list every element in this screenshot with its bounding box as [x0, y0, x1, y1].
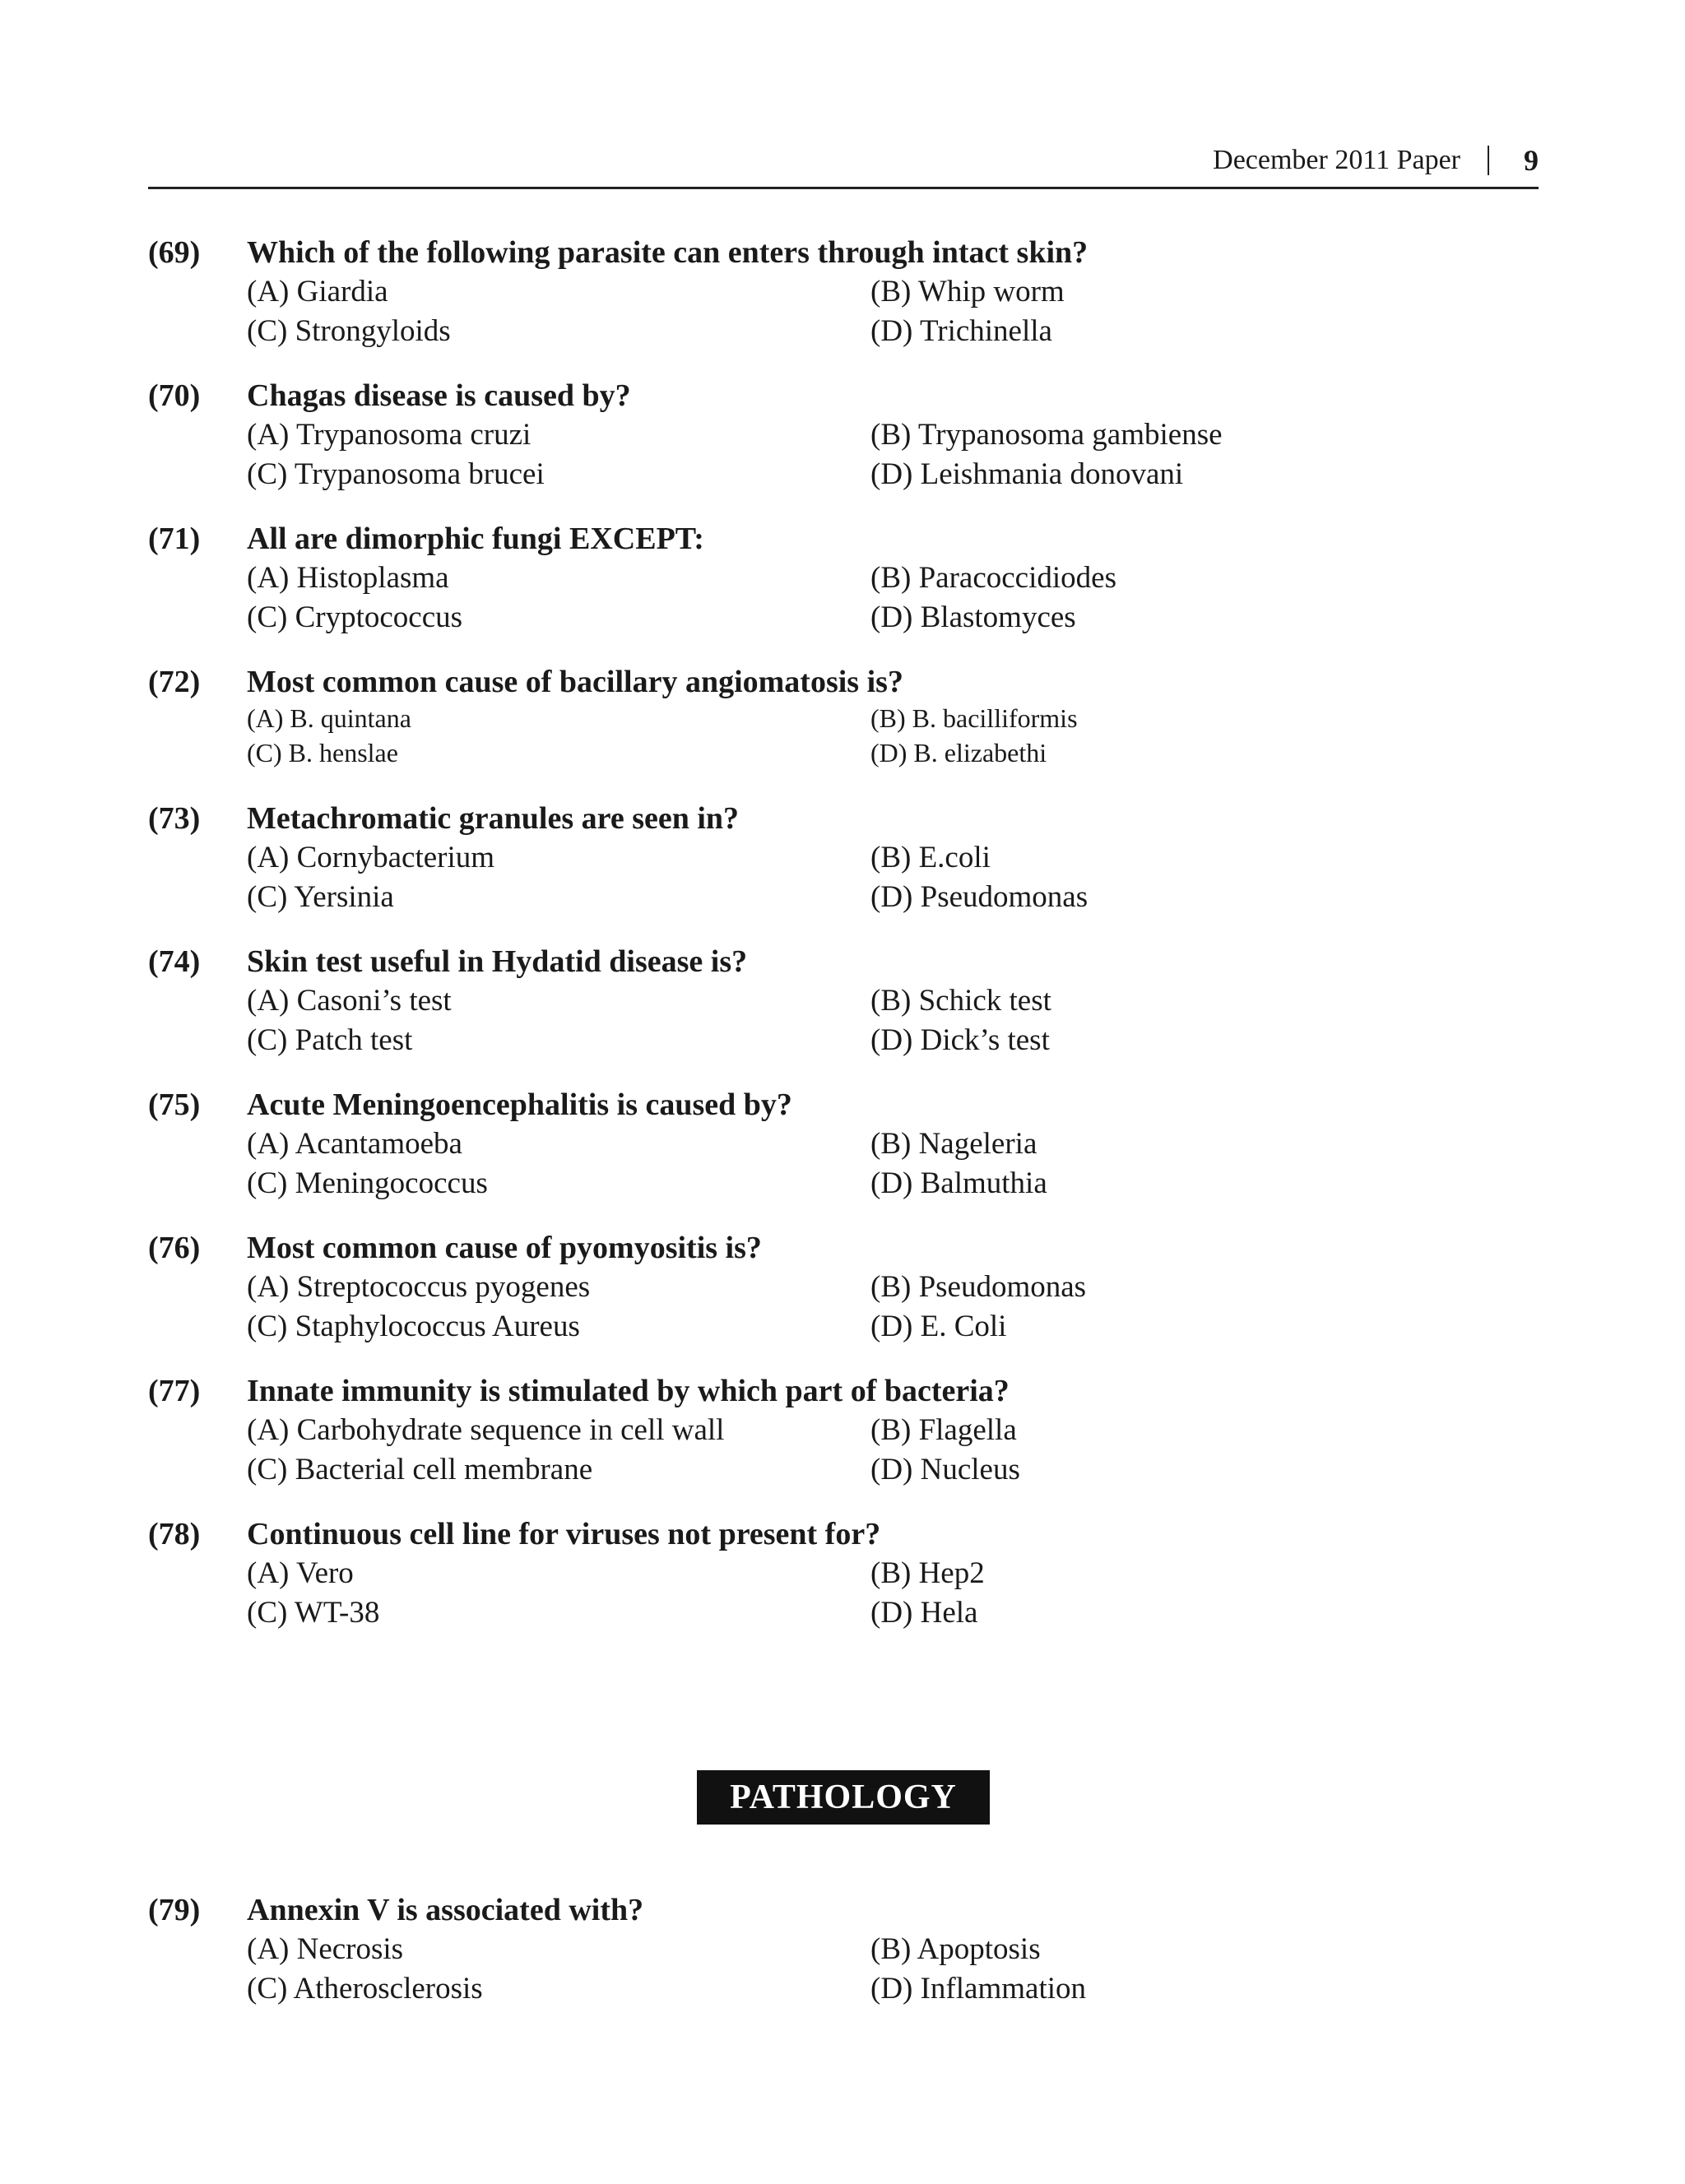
option-d: (D) E. Coli — [870, 1310, 1007, 1343]
option-d: (D) Pseudomonas — [870, 880, 1089, 914]
option-c: (C) Cryptococcus — [247, 600, 463, 634]
option-a: (A) Cornybacterium — [247, 841, 495, 874]
option-c: (C) Patch test — [247, 1023, 413, 1057]
option-d: (D) Nucleus — [870, 1453, 1020, 1486]
option-c: (C) Yersinia — [247, 880, 394, 914]
question-number: (79) — [148, 1893, 201, 1927]
option-a: (A) Vero — [247, 1556, 354, 1590]
question-text: Innate immunity is stimulated by which part of bacteria? — [247, 1374, 1010, 1408]
question-text: Acute Meningoencephalitis is caused by? — [247, 1087, 792, 1122]
option-c: (C) Atherosclerosis — [247, 1972, 483, 2005]
option-a: (A) Carbohydrate sequence in cell wall — [247, 1413, 725, 1447]
question-text: All are dimorphic fungi EXCEPT: — [247, 522, 704, 556]
header-separator — [1488, 146, 1489, 175]
option-d: (D) Dick’s test — [870, 1023, 1050, 1057]
section-heading: PATHOLOGY — [697, 1770, 990, 1825]
option-c: (C) Staphylococcus Aureus — [247, 1310, 580, 1343]
option-c: (C) B. henslae — [247, 738, 398, 767]
question-number: (75) — [148, 1087, 201, 1122]
option-c: (C) Meningococcus — [247, 1166, 488, 1200]
option-a: (A) Streptococcus pyogenes — [247, 1270, 591, 1304]
option-c: (C) Strongyloids — [247, 314, 451, 348]
option-b: (B) Nageleria — [870, 1127, 1037, 1161]
option-d: (D) B. elizabethi — [870, 738, 1047, 767]
option-a: (A) Acantamoeba — [247, 1127, 462, 1161]
option-b: (B) Flagella — [870, 1413, 1017, 1447]
question-text: Most common cause of bacillary angiomatosis is? — [247, 665, 903, 699]
option-b: (B) Apoptosis — [870, 1932, 1041, 1966]
question-number: (69) — [148, 235, 201, 270]
option-b: (B) Paracoccidiodes — [870, 561, 1116, 595]
option-d: (D) Hela — [870, 1596, 978, 1630]
option-b: (B) Schick test — [870, 984, 1051, 1018]
question-number: (70) — [148, 378, 201, 413]
question-text: Metachromatic granules are seen in? — [247, 801, 740, 836]
question-number: (72) — [148, 665, 201, 699]
option-b: (B) Whip worm — [870, 275, 1065, 308]
option-b: (B) B. bacilliformis — [870, 703, 1078, 733]
option-d: (D) Blastomyces — [870, 600, 1076, 634]
option-a: (A) Giardia — [247, 275, 388, 308]
page-number: 9 — [1524, 144, 1539, 177]
option-d: (D) Balmuthia — [870, 1166, 1047, 1200]
option-a: (A) Histoplasma — [247, 561, 449, 595]
option-c: (C) WT-38 — [247, 1596, 380, 1630]
question-text: Which of the following parasite can enters through intact skin? — [247, 235, 1089, 270]
question-text: Continuous cell line for viruses not present for? — [247, 1517, 881, 1551]
question-text: Annexin V is associated with? — [247, 1893, 644, 1927]
option-d: (D) Leishmania donovani — [870, 457, 1184, 491]
question-number: (71) — [148, 522, 201, 556]
option-d: (D) Trichinella — [870, 314, 1052, 348]
question-number: (77) — [148, 1374, 201, 1408]
option-c: (C) Trypanosoma brucei — [247, 457, 545, 491]
question-text: Skin test useful in Hydatid disease is? — [247, 944, 748, 979]
option-c: (C) Bacterial cell membrane — [247, 1453, 593, 1486]
option-b: (B) Trypanosoma gambiense — [870, 418, 1223, 452]
option-a: (A) Trypanosoma cruzi — [247, 418, 531, 452]
option-b: (B) E.coli — [870, 841, 991, 874]
question-number: (73) — [148, 801, 201, 836]
header-title: December 2011 Paper — [1213, 145, 1460, 175]
option-b: (B) Pseudomonas — [870, 1270, 1087, 1304]
option-b: (B) Hep2 — [870, 1556, 985, 1590]
question-number: (76) — [148, 1231, 201, 1265]
page-header — [148, 144, 1539, 189]
option-a: (A) B. quintana — [247, 703, 411, 733]
option-a: (A) Necrosis — [247, 1932, 404, 1966]
question-text: Most common cause of pyomyositis is? — [247, 1231, 762, 1265]
option-d: (D) Inflammation — [870, 1972, 1086, 2005]
question-number: (74) — [148, 944, 201, 979]
question-number: (78) — [148, 1517, 201, 1551]
option-a: (A) Casoni’s test — [247, 984, 452, 1018]
question-text: Chagas disease is caused by? — [247, 378, 631, 413]
